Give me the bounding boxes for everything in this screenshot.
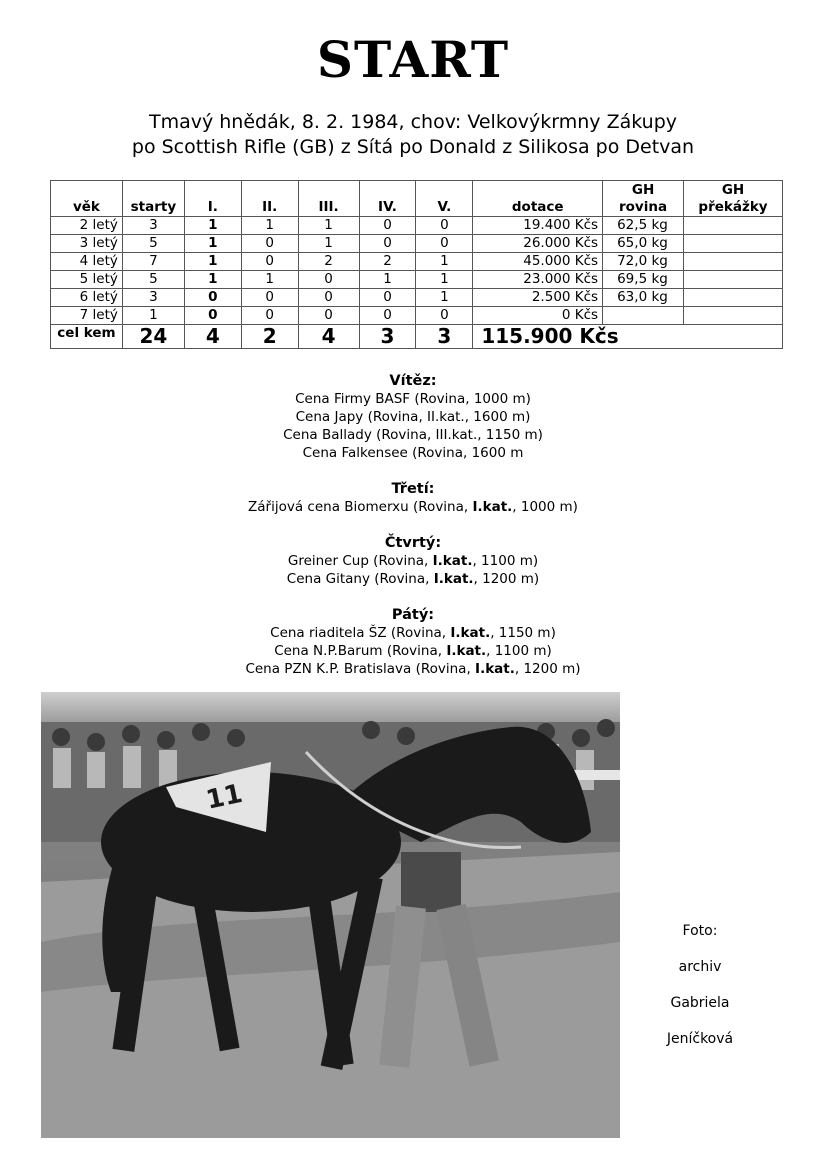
cell-fourth: 0	[359, 235, 416, 253]
col-header-fourth: IV.	[359, 181, 416, 217]
cell-third: 0	[298, 307, 359, 325]
winner-race: Cena Japy (Rovina, II.kat., 1600 m)	[295, 409, 531, 425]
cell-fifth: 1	[416, 253, 473, 271]
third-race	[0, 498, 826, 516]
cell-prize: 19.400 Kčs	[473, 217, 603, 235]
cell-prize: 2.500 Kčs	[473, 289, 603, 307]
col-header-age: věk	[51, 181, 123, 217]
race-text: , 1150 m)	[490, 625, 556, 641]
cell-second: 0	[241, 235, 298, 253]
col-header-gh-hurdle	[684, 181, 783, 217]
cell-first: 0	[184, 289, 241, 307]
cell-fifth: 0	[416, 235, 473, 253]
saddle-cloth-number: 11	[203, 778, 246, 816]
winner-race: Cena Firmy BASF (Rovina, 1000 m)	[295, 391, 531, 407]
total-third: 4	[298, 325, 359, 349]
credit-line: archiv	[678, 959, 722, 975]
cell-prize: 23.000 Kčs	[473, 271, 603, 289]
gh-flat-line1: GH	[631, 182, 655, 198]
race-text: Cena PZN K.P. Bratislava (Rovina,	[245, 661, 476, 677]
race-text: Cena N.P.Barum (Rovina,	[274, 643, 447, 659]
cell-prize: 0 Kčs	[473, 307, 603, 325]
cell-fifth: 0	[416, 217, 473, 235]
page-title: START	[316, 30, 510, 89]
cell-third: 0	[298, 271, 359, 289]
cell-gh-hurdle	[684, 271, 783, 289]
winner-heading: Vítěz:	[389, 373, 437, 389]
total-fifth: 3	[416, 325, 473, 349]
table-row	[51, 307, 783, 325]
cell-gh-flat: 65,0 kg	[603, 235, 684, 253]
race-results	[0, 372, 826, 678]
cell-second: 1	[241, 217, 298, 235]
cell-gh-flat: 72,0 kg	[603, 253, 684, 271]
col-header-prize: dotace	[473, 181, 603, 217]
fourth-race	[0, 570, 826, 588]
race-category: I.kat.	[446, 643, 487, 659]
credit-line: Jeníčková	[666, 1031, 734, 1047]
cell-prize: 26.000 Kčs	[473, 235, 603, 253]
table-row	[51, 235, 783, 253]
total-second: 2	[241, 325, 298, 349]
winner-race: Cena Ballady (Rovina, III.kat., 1150 m)	[283, 427, 543, 443]
third-heading: Třetí:	[391, 481, 435, 497]
cell-gh-flat: 69,5 kg	[603, 271, 684, 289]
cell-first: 1	[184, 217, 241, 235]
total-starts: 24	[122, 325, 184, 349]
race-text: , 1200 m)	[473, 571, 540, 587]
cell-fifth: 1	[416, 289, 473, 307]
cell-starts: 3	[122, 289, 184, 307]
col-header-third: III.	[298, 181, 359, 217]
cell-gh-hurdle	[684, 235, 783, 253]
race-category: I.kat.	[432, 553, 473, 569]
race-category: I.kat.	[450, 625, 491, 641]
cell-third: 2	[298, 253, 359, 271]
cell-third: 0	[298, 289, 359, 307]
winner-race: Cena Falkensee (Rovina, 1600 m	[302, 445, 524, 461]
table-row	[51, 253, 783, 271]
fifth-race	[0, 660, 826, 678]
cell-first: 1	[184, 235, 241, 253]
cell-age: 4 letý	[51, 253, 123, 271]
photo-credit	[650, 913, 750, 1057]
total-fourth: 3	[359, 325, 416, 349]
cell-fifth: 1	[416, 271, 473, 289]
total-prize: 115.900 Kčs	[473, 325, 783, 349]
cell-prize: 45.000 Kčs	[473, 253, 603, 271]
cell-third: 1	[298, 235, 359, 253]
cell-gh-hurdle	[684, 307, 783, 325]
cell-second: 1	[241, 271, 298, 289]
cell-fourth: 0	[359, 307, 416, 325]
credit-line: Gabriela	[670, 995, 730, 1011]
cell-age: 3 letý	[51, 235, 123, 253]
col-header-second: II.	[241, 181, 298, 217]
cell-age: 5 letý	[51, 271, 123, 289]
cell-gh-hurdle	[684, 217, 783, 235]
horse-photo-illustration	[41, 692, 620, 1138]
table-row	[51, 217, 783, 235]
table-header-row	[51, 181, 783, 217]
cell-age: 2 letý	[51, 217, 123, 235]
cell-gh-flat	[603, 307, 684, 325]
fifth-race	[0, 642, 826, 660]
horse-description	[0, 110, 826, 160]
race-text: , 1000 m)	[512, 499, 578, 515]
description-line: Tmavý hnědák, 8. 2. 1984, chov: Velkovýkrmny Zákupy	[148, 111, 678, 133]
cell-second: 0	[241, 253, 298, 271]
race-category: I.kat.	[472, 499, 513, 515]
total-first: 4	[184, 325, 241, 349]
cell-gh-flat: 62,5 kg	[603, 217, 684, 235]
race-record-table	[50, 180, 783, 349]
cell-first: 1	[184, 253, 241, 271]
table-total-row	[51, 325, 783, 349]
table-row	[51, 271, 783, 289]
total-label: cel kem	[51, 325, 123, 349]
race-text: Greiner Cup (Rovina,	[287, 553, 433, 569]
col-header-starts: starty	[122, 181, 184, 217]
credit-line: Foto:	[682, 923, 718, 939]
cell-starts: 5	[122, 271, 184, 289]
gh-flat-line2: rovina	[619, 199, 668, 215]
cell-starts: 7	[122, 253, 184, 271]
table-row	[51, 289, 783, 307]
cell-gh-flat: 63,0 kg	[603, 289, 684, 307]
cell-age: 6 letý	[51, 289, 123, 307]
pedigree-line: po Scottish Rifle (GB) z Sítá po Donald z Silikosa po Detvan	[131, 136, 695, 158]
cell-second: 0	[241, 307, 298, 325]
race-text: , 1200 m)	[514, 661, 581, 677]
race-text: , 1100 m)	[472, 553, 539, 569]
cell-fourth: 0	[359, 217, 416, 235]
horse-photo	[41, 692, 620, 1138]
cell-gh-hurdle	[684, 253, 783, 271]
race-text: , 1100 m)	[486, 643, 552, 659]
cell-starts: 1	[122, 307, 184, 325]
col-header-gh-flat	[603, 181, 684, 217]
cell-fourth: 2	[359, 253, 416, 271]
race-text: Cena Gitany (Rovina,	[286, 571, 434, 587]
cell-fourth: 0	[359, 289, 416, 307]
race-category: I.kat.	[433, 571, 474, 587]
cell-age: 7 letý	[51, 307, 123, 325]
cell-starts: 5	[122, 235, 184, 253]
fourth-race	[0, 552, 826, 570]
fifth-heading: Pátý:	[391, 607, 435, 623]
cell-fourth: 1	[359, 271, 416, 289]
cell-fifth: 0	[416, 307, 473, 325]
cell-starts: 3	[122, 217, 184, 235]
gh-hurdle-line2: překážky	[698, 199, 768, 215]
cell-gh-hurdle	[684, 289, 783, 307]
cell-third: 1	[298, 217, 359, 235]
fifth-race	[0, 624, 826, 642]
cell-first: 0	[184, 307, 241, 325]
race-category: I.kat.	[475, 661, 515, 677]
race-text: Cena riaditela ŠZ (Rovina,	[270, 625, 451, 641]
cell-second: 0	[241, 289, 298, 307]
fourth-heading: Čtvrtý:	[384, 535, 442, 551]
cell-first: 1	[184, 271, 241, 289]
gh-hurdle-line1: GH	[721, 182, 745, 198]
col-header-fifth: V.	[416, 181, 473, 217]
col-header-first: I.	[184, 181, 241, 217]
race-text: Zářijová cena Biomerxu (Rovina,	[248, 499, 473, 515]
